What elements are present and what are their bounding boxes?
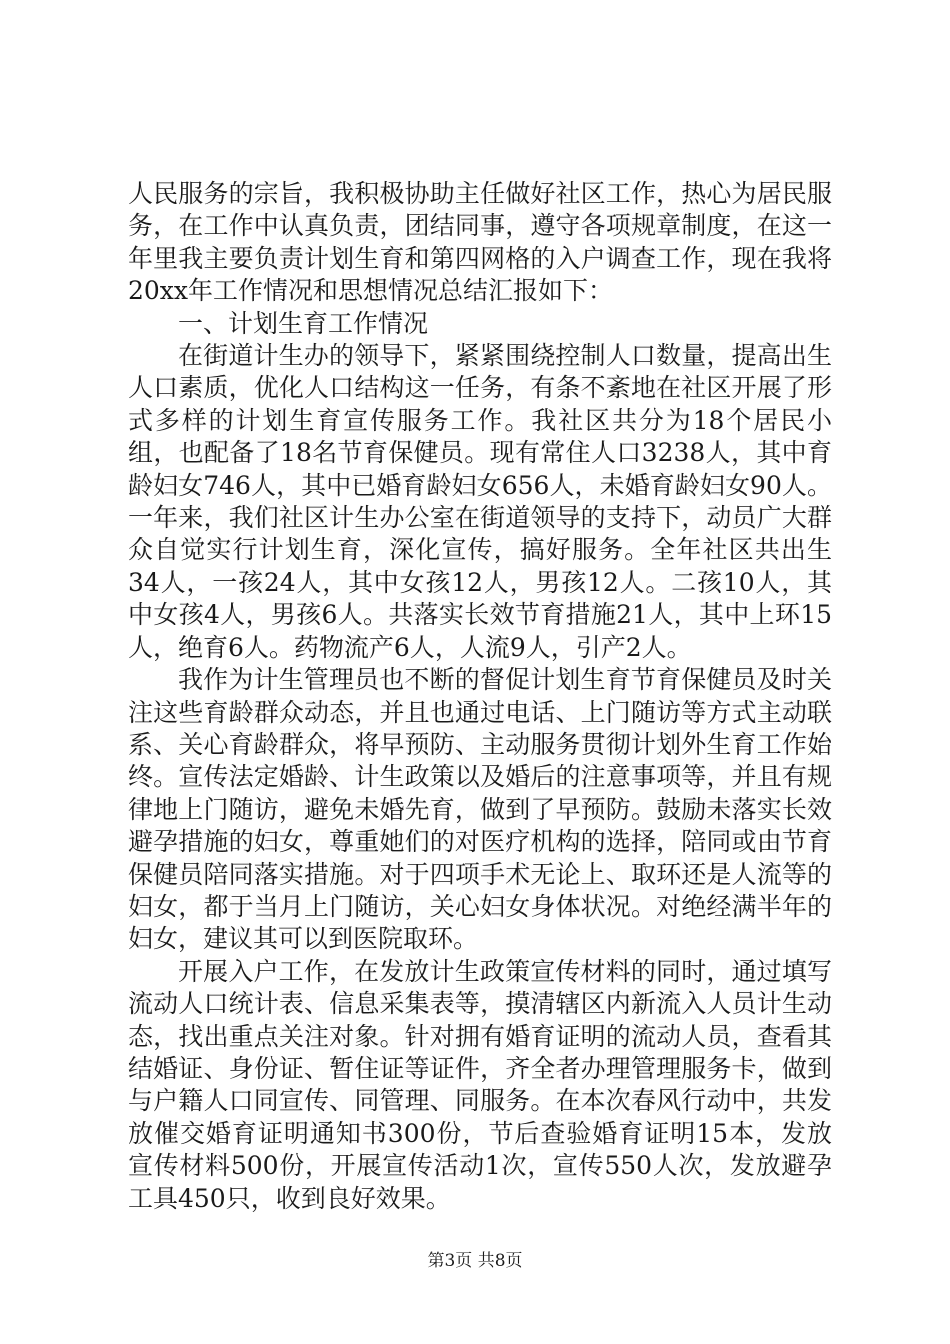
paragraph-intro: 人民服务的宗旨，我积极协助主任做好社区工作，热心为居民服务，在工作中认真负责，团结同事，遵守各项规章制度，在这一年里我主要负责计划生育和第四网格的入户调查工作，现在我将20xx年工作情况和思想情况总结汇报如下： <box>128 179 832 306</box>
section-heading: 一、计划生育工作情况 <box>178 308 429 338</box>
paragraph-statistics: 在街道计生办的领导下，紧紧围绕控制人口数量，提高出生人口素质，优化人口结构这一任务，有条不紊地在社区开展了形式多样的计划生育宣传服务工作。我社区共分为18个居民小组，也配备了18名节育保健员。现有常住人口3238人，其中育龄妇女746人，其中已婚育龄妇女656人，未婚育龄妇女90人。一年来，我们社区计生办公室在街道领导的支持下，动员广大群众自觉实行计划生育，深化宣传，搞好服务。全年社区共出生34人，一孩24人，其中女孩12人，男孩12人。二孩10人，其中女孩4人，男孩6人。共落实长效节育措施21人，其中上环15人，绝育6人。药物流产6人，人流9人，引产2人。 <box>128 341 832 662</box>
paragraph-household-survey: 开展入户工作，在发放计生政策宣传材料的同时，通过填写流动人口统计表、信息采集表等，摸清辖区内新流入人员计生动态，找出重点关注对象。针对拥有婚育证明的流动人员，查看其结婚证、身份证、暂住证等证件，齐全者办理管理服务卡，做到与户籍人口同宣传、同管理、同服务。在本次春风行动中，共发放催交婚育证明通知书300份，节后查验婚育证明15本，发放宣传材料500份，开展宣传活动1次，宣传550人次，发放避孕工具450只，收到良好效果。 <box>128 956 832 1213</box>
paragraph-management: 我作为计生管理员也不断的督促计划生育节育保健员及时关注这些育龄群众动态，并且也通过电话、上门随访等方式主动联系、关心育龄群众，将早预防、主动服务贯彻计划外生育工作始终。宣传法定婚龄、计生政策以及婚后的注意事项等，并且有规律地上门随访，避免未婚先育，做到了早预防。鼓励未落实长效避孕措施的妇女，尊重她们的对医疗机构的选择，陪同或由节育保健员陪同落实措施。对于四项手术无论上、取环还是人流等的妇女，都于当月上门随访，关心妇女身体状况。对绝经满半年的妇女，建议其可以到医院取环。 <box>128 665 832 954</box>
page-number-footer: 第3页 共8页 <box>427 1251 523 1271</box>
document-body <box>128 178 832 1215</box>
